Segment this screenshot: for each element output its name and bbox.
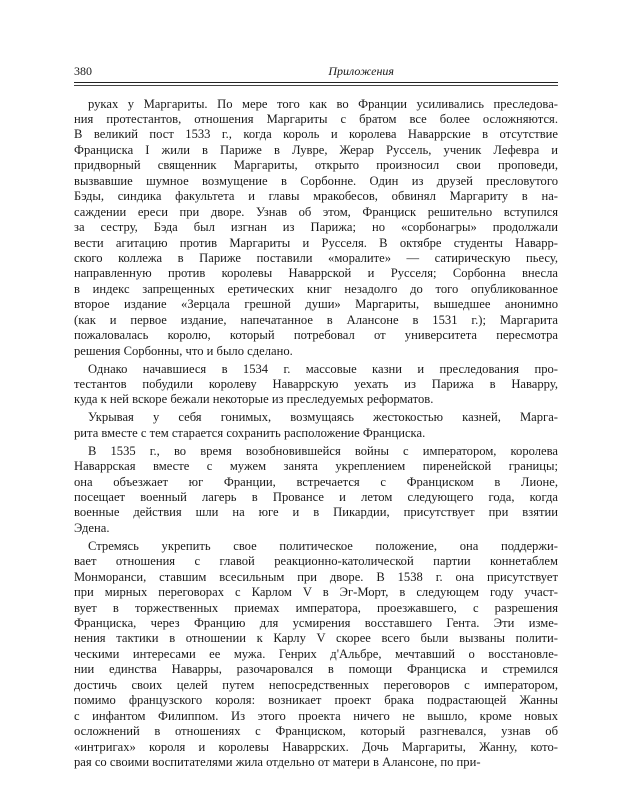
text-line: вает отношения с главой реакционно-католической партии коннетаблем (74, 554, 558, 569)
text-line: ческими интересами ее мужа. Генрих д'Альбре, мечтавший о восстановле- (74, 646, 558, 661)
text-line: за сестру, Бэда был изгнан из Парижа; но «сорбонагры» продолжали (74, 220, 558, 235)
text-line: Эдена. (74, 520, 110, 535)
text-line: тестантов побудили королеву Наваррскую уехать из Парижа в Наварру, (74, 376, 558, 391)
paragraph (74, 97, 558, 359)
text-line: осложнений в отношениях с Франциском, который разгневался, узнав об (74, 724, 558, 739)
text-line: ния протестантов, отношения Маргариты с братом все более осложняются. (74, 112, 558, 127)
text-line: достичь своих целей путем непосредственных переговоров с императором, (74, 677, 558, 692)
paragraph (74, 410, 558, 441)
text-line: направленную против королевы Наваррской и Русселя; Сорбонна внесла (74, 266, 558, 281)
text-line: Стремясь укрепить свое политическое положение, она поддержи- (88, 538, 558, 553)
text-line: Укрывая у себя гонимых, возмущаясь жестокостью казней, Марга- (88, 410, 558, 425)
text-line: Однако начавшиеся в 1534 г. массовые казни и преследования про- (88, 361, 558, 376)
text-line: решения Сорбонны, что и было сделано. (74, 343, 293, 358)
text-line: Бэды, синдика факультета и главы мракобесов, обвинял Маргариту в на- (74, 189, 558, 204)
text-line: при мирных переговорах с Карлом V в Эг-Морт, в следующем году участ- (74, 585, 558, 600)
book-page (74, 64, 558, 773)
text-line: рита вместе с тем старается сохранить расположение Франциска. (74, 425, 426, 440)
paragraph (74, 362, 558, 408)
text-line: придворный священник Маргариты, открыто произносил свои проповеди, (74, 158, 558, 173)
running-title: Приложения (328, 64, 394, 78)
page-number: 380 (74, 64, 92, 78)
text-line: вести агитацию против Маргариты и Русселя. В октябре студенты Наварр- (74, 235, 558, 250)
text-line: «интригах» короля и королевы Наваррских. Дочь Маргариты, Жанну, кото- (74, 739, 558, 754)
paragraph (74, 539, 558, 771)
text-line: она объезжает юг Франции, встречается с Франциском в Лионе, (74, 474, 558, 489)
text-line: в индекс запрещенных еретических книг незадолго до того опубликованное (74, 281, 558, 296)
text-line: с инфантом Филиппом. Из этого проекта ничего не вышло, кроме новых (74, 708, 558, 723)
text-line: В великий пост 1533 г., когда король и королева Наваррские в отсутствие (74, 127, 558, 142)
text-line: Наваррская вместе с мужем занята укреплением пиренейской границы; (74, 459, 558, 474)
text-line: рая со своими воспитателями жила отдельно от матери в Алансоне, по при- (74, 754, 481, 769)
text-line: второе издание «Зерцала грешной души» Маргариты, вышедшее анонимно (74, 297, 558, 312)
text-line: руках у Маргариты. По мере того как во Франции усиливались преследова- (88, 96, 558, 111)
text-line: ского коллежа в Париже поставили «моралите» — сатирическую пьесу, (74, 250, 558, 265)
page-body (74, 97, 558, 771)
header-rule (74, 82, 558, 86)
text-line: помимо французского короля: возникает проект брака подрастающей Жанны (74, 693, 558, 708)
text-line: нии единства Наварры, разочаровался в помощи Франциска и стремился (74, 662, 558, 677)
text-line: куда к ней вскоре бежали некоторые из преследуемых реформатов. (74, 392, 434, 407)
text-line: вызвавшие шумное возмущение в Сорбонне. Один из друзей пресловутого (74, 173, 558, 188)
paragraph (74, 444, 558, 537)
text-line: посещает военный лагерь в Провансе и летом следующего года, когда (74, 490, 558, 505)
text-line: Монморанси, ставшим всесильным при дворе. В 1538 г. она присутствует (74, 569, 558, 584)
text-line: военные действия шли на юге и в Пикардии, присутствует при взятии (74, 505, 558, 520)
text-line: саждении ереси при дворе. Узнав об этом, Франциск решительно вступился (74, 204, 558, 219)
text-line: Франциска I жили в Париже в Лувре, Жерар Руссель, ученик Лефевра и (74, 142, 558, 157)
running-header (74, 64, 558, 80)
text-line: нения тактики в отношении к Карлу V скорее всего были вызваны полити- (74, 631, 558, 646)
text-line: вует в торжественных приемах императора, проезжавшего, с разрешения (74, 600, 558, 615)
text-line: Франциска, через Францию для усмирения восставшего Гента. Эти изме- (74, 616, 558, 631)
text-line: (как и первое издание, напечатанное в Алансоне в 1531 г.); Маргарита (74, 312, 558, 327)
text-line: В 1535 г., во время возобновившейся войны с императором, королева (88, 443, 558, 458)
text-line: пожаловалась королю, который потребовал от университета пересмотра (74, 328, 558, 343)
